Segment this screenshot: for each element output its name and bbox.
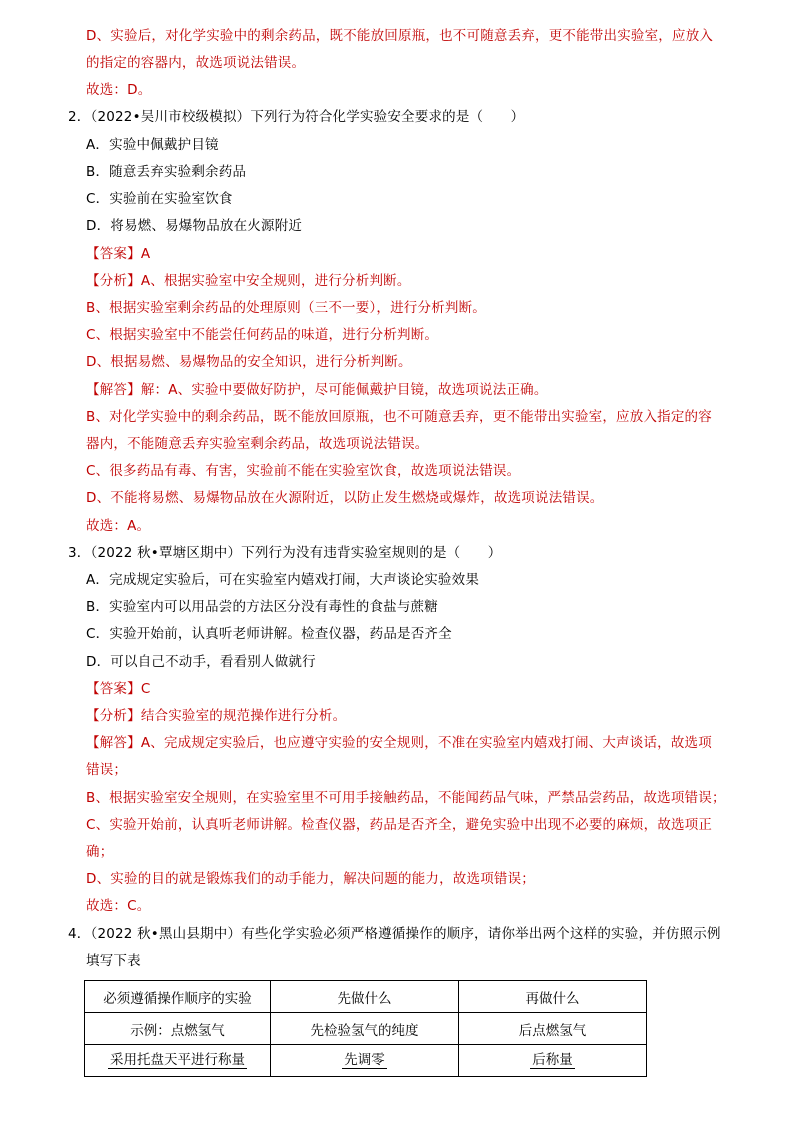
table-cell: 后点燃氢气 bbox=[459, 1013, 647, 1045]
q3-solution-a2: 错误； bbox=[86, 762, 128, 778]
table-header-cell: 再做什么 bbox=[459, 981, 647, 1013]
table-cell: 示例：点燃氢气 bbox=[85, 1013, 271, 1045]
solution-tag: 【解答】 bbox=[86, 382, 141, 398]
table-cell bbox=[459, 1045, 647, 1077]
analysis-tag: 【分析】 bbox=[86, 273, 141, 289]
q3-answer bbox=[86, 680, 150, 698]
table-header-cell: 必须遵循操作顺序的实验 bbox=[85, 981, 271, 1013]
solution-text: A、完成规定实验后，也应遵守实验的安全规则，不准在实验室内嬉戏打闹、大声谈话，故选项 bbox=[140, 735, 712, 751]
q2-stem: 2．（2022•吴川市校级模拟）下列行为符合化学实验安全要求的是（ ） bbox=[68, 109, 525, 125]
q2-analysis-d: D、根据易燃、易爆物品的安全知识，进行分析判断。 bbox=[86, 354, 412, 370]
solution-text: 解：A、实验中要做好防护，尽可能佩戴护目镜，故选项说法正确。 bbox=[140, 382, 548, 398]
q2-solution-b1: B、对化学实验中的剩余药品，既不能放回原瓶，也不可随意丢弃，更不能带出实验室，应放入指定的容 bbox=[86, 409, 712, 425]
q3-solution-c2: 确； bbox=[86, 844, 114, 860]
q3-solution-c1: C、实验开始前，认真听老师讲解。检查仪器，药品是否齐全，避免实验中出现不必要的麻烦，故选项正 bbox=[86, 817, 713, 833]
answer-tag: 【答案】 bbox=[86, 681, 141, 697]
analysis-text: A、根据实验室中安全规则，进行分析判断。 bbox=[140, 273, 411, 289]
analysis-text: 结合实验室的规范操作进行分析。 bbox=[140, 708, 347, 724]
q2-option-a: A．实验中佩戴护目镜 bbox=[86, 137, 219, 153]
table-row bbox=[85, 1045, 647, 1077]
table-cell: 先检验氢气的纯度 bbox=[271, 1013, 459, 1045]
q4-table bbox=[84, 980, 647, 1077]
q2-option-d: D．将易燃、易爆物品放在火源附近 bbox=[86, 218, 303, 234]
q2-conclusion: 故选：A。 bbox=[86, 518, 151, 534]
filled-answer: 先调零 bbox=[344, 1052, 385, 1068]
answer-tag: 【答案】 bbox=[86, 246, 141, 262]
table-header-cell: 先做什么 bbox=[271, 981, 459, 1013]
table-row bbox=[85, 1013, 647, 1045]
q2-analysis-b: B、根据实验室剩余药品的处理原则（三不一要），进行分析判断。 bbox=[86, 300, 487, 316]
q2-solution-b2: 器内，不能随意丢弃实验室剩余药品，故选项说法错误。 bbox=[86, 436, 429, 452]
q2-answer bbox=[86, 245, 150, 263]
q2-analysis-a bbox=[86, 272, 411, 290]
filled-answer: 采用托盘天平进行称量 bbox=[110, 1052, 245, 1068]
q3-option-d: D．可以自己不动手，看看别人做就行 bbox=[86, 654, 316, 670]
q3-analysis bbox=[86, 707, 346, 725]
q2-solution-d: D、不能将易燃、易爆物品放在火源附近，以防止发生燃烧或爆炸，故选项说法错误。 bbox=[86, 490, 604, 506]
q3-option-b: B．实验室内可以用品尝的方法区分没有毒性的食盐与蔗糖 bbox=[86, 599, 438, 615]
answer-value: A bbox=[140, 246, 151, 262]
prev-conclusion: 故选：D。 bbox=[86, 82, 152, 98]
filled-answer: 后称量 bbox=[532, 1052, 573, 1068]
q3-stem: 3．（2022 秋•覃塘区期中）下列行为没有违背实验室规则的是（ ） bbox=[68, 545, 502, 561]
q2-option-c: C．实验前在实验室饮食 bbox=[86, 191, 233, 207]
solution-tag: 【解答】 bbox=[86, 735, 141, 751]
q2-analysis-c: C、根据实验室中不能尝任何药品的味道，进行分析判断。 bbox=[86, 327, 439, 343]
analysis-tag: 【分析】 bbox=[86, 708, 141, 724]
prev-option-d-line2: 的指定的容器内，故选项说法错误。 bbox=[86, 55, 306, 71]
q3-option-a: A．完成规定实验后，可在实验室内嬉戏打闹，大声谈论实验效果 bbox=[86, 572, 480, 588]
q3-solution-d: D、实验的目的就是锻炼我们的动手能力，解决问题的能力，故选项错误； bbox=[86, 871, 535, 887]
q3-option-c: C．实验开始前，认真听老师讲解。检查仪器，药品是否齐全 bbox=[86, 626, 452, 642]
q4-stem-line2: 填写下表 bbox=[86, 953, 141, 969]
table-cell bbox=[85, 1045, 271, 1077]
q3-solution-a1 bbox=[86, 734, 712, 752]
q3-conclusion: 故选：C。 bbox=[86, 898, 151, 914]
q4-stem-line1: 4．（2022 秋•黑山县期中）有些化学实验必须严格遵循操作的顺序，请你举出两个这样的实验，并仿照示例 bbox=[68, 926, 721, 942]
table-cell bbox=[271, 1045, 459, 1077]
q2-solution-a bbox=[86, 381, 548, 399]
table-header-row bbox=[85, 981, 647, 1013]
q2-solution-c: C、很多药品有毒、有害，实验前不能在实验室饮食，故选项说法错误。 bbox=[86, 463, 521, 479]
q3-solution-b: B、根据实验室安全规则，在实验室里不可用手接触药品，不能闻药品气味，严禁品尝药品，故选项错误； bbox=[86, 790, 726, 806]
prev-option-d-line1: D、实验后，对化学实验中的剩余药品，既不能放回原瓶，也不可随意丢弃，更不能带出实验室，应放入 bbox=[86, 28, 714, 44]
q2-option-b: B．随意丢弃实验剩余药品 bbox=[86, 164, 247, 180]
answer-value: C bbox=[140, 681, 151, 697]
